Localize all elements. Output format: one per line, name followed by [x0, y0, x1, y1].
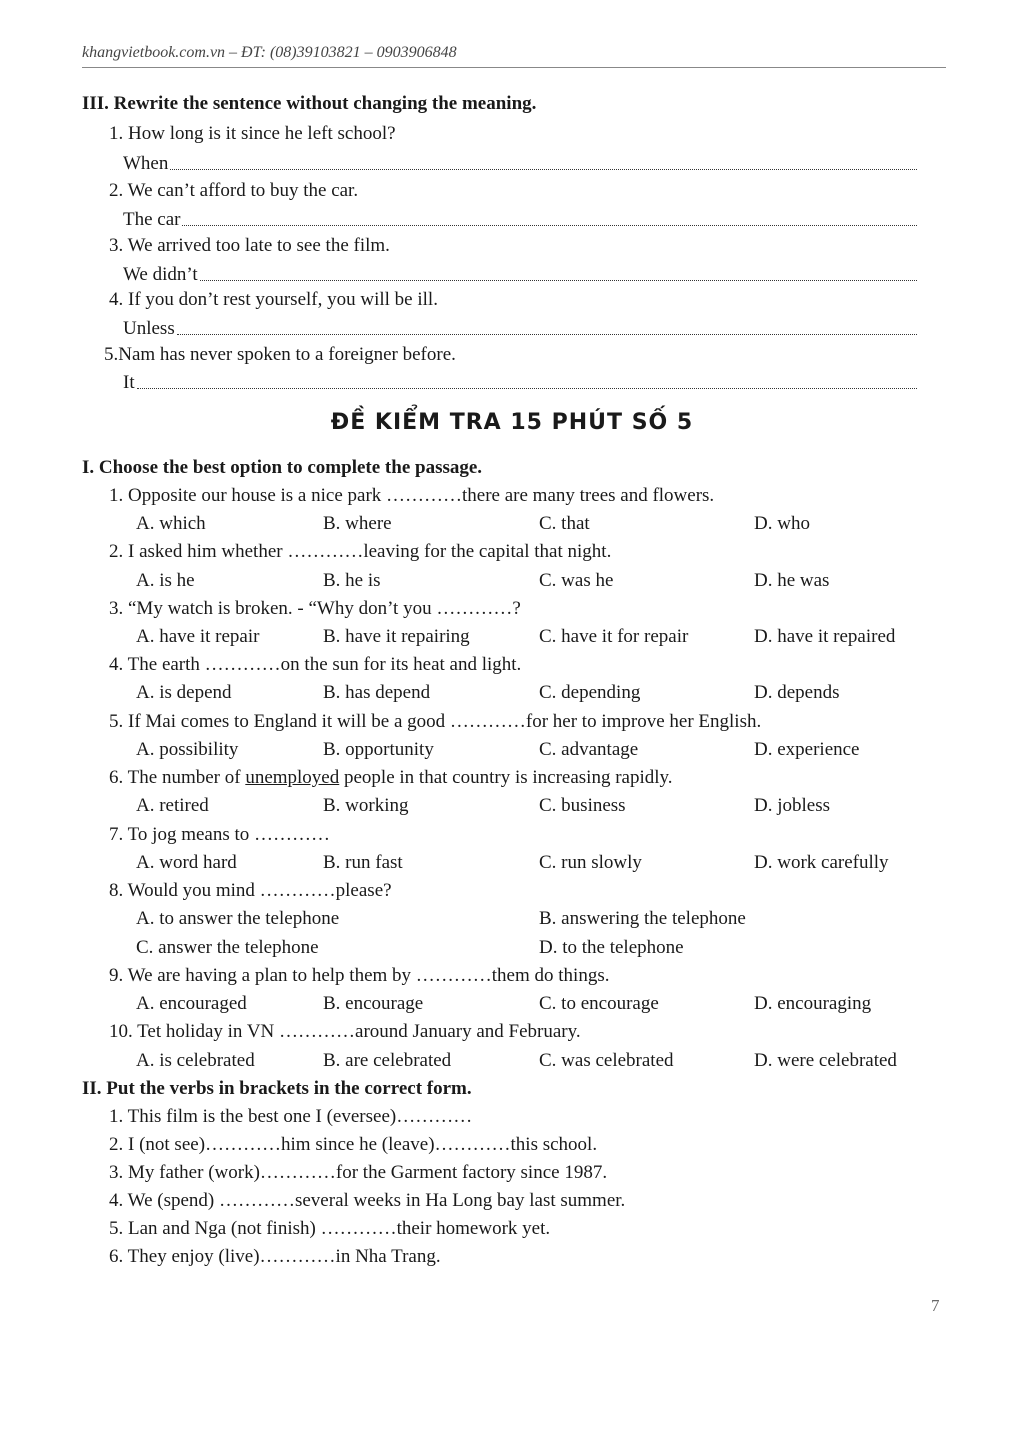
- q2-option-a[interactable]: A. is he: [136, 570, 195, 591]
- q5-option-b[interactable]: B. opportunity: [323, 739, 434, 760]
- q3-option-d[interactable]: D. have it repaired: [754, 626, 896, 647]
- q1-option-a[interactable]: A. which: [136, 513, 206, 534]
- q10-option-c[interactable]: C. was celebrated: [539, 1050, 674, 1071]
- rewrite-prompt-1: When: [123, 153, 169, 174]
- mc-question-6: [109, 767, 673, 789]
- q9-option-a[interactable]: A. encouraged: [136, 993, 247, 1014]
- verb-question-5: 5. Lan and Nga (not finish) …………their homework yet.: [109, 1218, 551, 1239]
- q7-option-d[interactable]: D. work carefully: [754, 852, 889, 873]
- q6-underlined-word: unemployed: [245, 767, 340, 788]
- q9-option-b[interactable]: B. encourage: [323, 993, 424, 1014]
- verb-question-2: 2. I (not see)…………him since he (leave)…………this school.: [109, 1134, 598, 1155]
- q6-option-a[interactable]: A. retired: [136, 795, 209, 816]
- q6-option-d[interactable]: D. jobless: [754, 795, 830, 816]
- rewrite-answer-4[interactable]: [123, 316, 917, 340]
- rewrite-answer-2[interactable]: [123, 207, 917, 231]
- rewrite-answer-1[interactable]: [123, 151, 917, 175]
- q6-text-start: 6. The number of: [109, 767, 246, 788]
- q2-option-d[interactable]: D. he was: [754, 570, 830, 591]
- q6-option-b[interactable]: B. working: [323, 795, 409, 816]
- mc-question-3: 3. “My watch is broken. - “Why don’t you …………?: [109, 598, 521, 619]
- q5-option-d[interactable]: D. experience: [754, 739, 860, 760]
- rewrite-question-4: 4. If you don’t rest yourself, you will be ill.: [109, 289, 438, 310]
- q9-option-c[interactable]: C. to encourage: [539, 993, 659, 1014]
- rewrite-prompt-4: Unless: [123, 318, 175, 339]
- q7-option-a[interactable]: A. word hard: [136, 852, 237, 873]
- mc-question-4: 4. The earth …………on the sun for its heat and light.: [109, 654, 522, 675]
- q4-option-b[interactable]: B. has depend: [323, 682, 431, 703]
- rewrite-question-3: 3. We arrived too late to see the film.: [109, 235, 390, 256]
- q8-option-d[interactable]: D. to the telephone: [539, 937, 684, 958]
- part2-title: II. Put the verbs in brackets in the correct form.: [82, 1078, 472, 1099]
- q3-option-b[interactable]: B. have it repairing: [323, 626, 470, 647]
- q9-option-d[interactable]: D. encouraging: [754, 993, 872, 1014]
- verb-question-4: 4. We (spend) …………several weeks in Ha Long bay last summer.: [109, 1190, 626, 1211]
- q5-option-c[interactable]: C. advantage: [539, 739, 639, 760]
- verb-question-1: 1. This film is the best one I (eversee)…………: [109, 1106, 473, 1127]
- rewrite-question-5: 5.Nam has never spoken to a foreigner before.: [104, 344, 456, 365]
- q3-option-a[interactable]: A. have it repair: [136, 626, 260, 647]
- mc-question-10: 10. Tet holiday in VN …………around January and February.: [109, 1021, 581, 1042]
- q5-option-a[interactable]: A. possibility: [136, 739, 239, 760]
- rewrite-prompt-5: It: [123, 372, 135, 393]
- rewrite-prompt-3: We didn’t: [123, 264, 198, 285]
- mc-question-2: 2. I asked him whether …………leaving for the capital that night.: [109, 541, 612, 562]
- mc-question-8: 8. Would you mind …………please?: [109, 880, 392, 901]
- verb-question-6: 6. They enjoy (live)…………in Nha Trang.: [109, 1246, 441, 1267]
- q10-option-d[interactable]: D. were celebrated: [754, 1050, 897, 1071]
- q8-option-c[interactable]: C. answer the telephone: [136, 937, 319, 958]
- exam-title: ĐỀ KIỂM TRA 15 PHÚT SỐ 5: [330, 410, 694, 435]
- mc-question-7: 7. To jog means to …………: [109, 824, 331, 845]
- mc-question-1: 1. Opposite our house is a nice park …………there are many trees and flowers.: [109, 485, 715, 506]
- q7-option-b[interactable]: B. run fast: [323, 852, 403, 873]
- mc-question-9: 9. We are having a plan to help them by …………them do things.: [109, 965, 610, 986]
- page-number: 7: [931, 1296, 940, 1315]
- q4-option-c[interactable]: C. depending: [539, 682, 641, 703]
- rewrite-answer-3[interactable]: [123, 262, 917, 286]
- q1-option-d[interactable]: D. who: [754, 513, 810, 534]
- part1-title: I. Choose the best option to complete the passage.: [82, 457, 483, 478]
- q2-option-b[interactable]: B. he is: [323, 570, 381, 591]
- rewrite-prompt-2: The car: [123, 209, 181, 230]
- mc-question-5: 5. If Mai comes to England it will be a good …………for her to improve her English.: [109, 711, 762, 732]
- q1-option-c[interactable]: C. that: [539, 513, 590, 534]
- q10-option-a[interactable]: A. is celebrated: [136, 1050, 255, 1071]
- q1-option-b[interactable]: B. where: [323, 513, 392, 534]
- header-rule: [82, 67, 946, 68]
- q8-option-b[interactable]: B. answering the telephone: [539, 908, 746, 929]
- q7-option-c[interactable]: C. run slowly: [539, 852, 642, 873]
- q6-text-end: people in that country is increasing rapidly.: [339, 767, 673, 788]
- page-header: khangvietbook.com.vn – ĐT: (08)39103821 – 0903906848: [82, 44, 457, 61]
- q8-option-a[interactable]: A. to answer the telephone: [136, 908, 340, 929]
- rewrite-answer-5[interactable]: [123, 370, 917, 394]
- part3-title: III. Rewrite the sentence without changing the meaning.: [82, 93, 537, 114]
- q2-option-c[interactable]: C. was he: [539, 570, 614, 591]
- q3-option-c[interactable]: C. have it for repair: [539, 626, 689, 647]
- q6-option-c[interactable]: C. business: [539, 795, 626, 816]
- q10-option-b[interactable]: B. are celebrated: [323, 1050, 452, 1071]
- q4-option-d[interactable]: D. depends: [754, 682, 840, 703]
- q4-option-a[interactable]: A. is depend: [136, 682, 232, 703]
- rewrite-question-1: 1. How long is it since he left school?: [109, 123, 396, 144]
- verb-question-3: 3. My father (work)…………for the Garment factory since 1987.: [109, 1162, 608, 1183]
- rewrite-question-2: 2. We can’t afford to buy the car.: [109, 180, 359, 201]
